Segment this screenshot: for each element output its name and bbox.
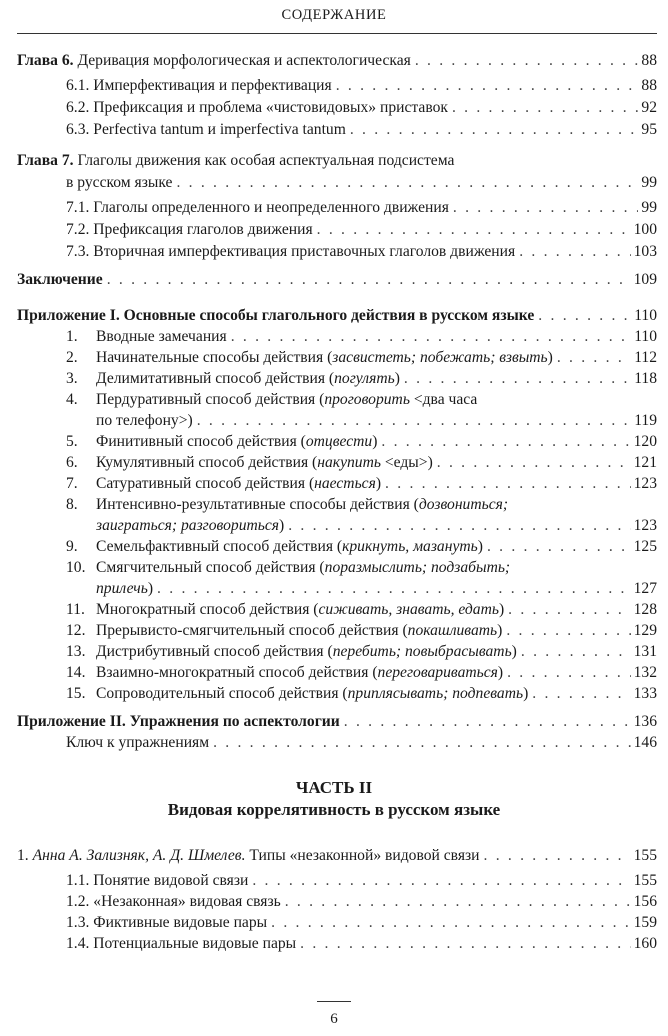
item-close: ) [279, 517, 285, 534]
item-example: дозвониться; [418, 496, 509, 513]
item-example: погулять [334, 370, 395, 387]
page-number: 159 [633, 914, 657, 931]
page-number: 118 [634, 370, 657, 387]
leader-dots [487, 536, 631, 558]
item-text-continued: по телефону>) [96, 412, 193, 429]
page-number: 160 [633, 935, 657, 952]
page-folio: 6 [330, 1011, 338, 1027]
page-number: 99 [641, 174, 657, 191]
item-text: Смягчительный способ действия ( [96, 559, 325, 576]
article-number: 1. [17, 847, 29, 864]
item-example: поразмыслить; подзабыть; [324, 559, 511, 576]
toc-entry-app1-item12[interactable] [66, 620, 657, 642]
leader-dots [344, 711, 631, 733]
item-example: сиживать, знавать, едать [318, 601, 499, 618]
toc-entry-1-3[interactable] [66, 912, 657, 934]
toc-entry-exercise-key[interactable] [66, 732, 657, 754]
item-close: <еды>) [380, 454, 433, 471]
page-number: 88 [641, 52, 657, 69]
section-title: 6.2. Префиксация и проблема «чистовидовых» приставок [66, 99, 448, 116]
section-title: 6.3. Perfectiva tantum и imperfectiva tantum [66, 121, 346, 138]
section-title: 1.2. «Незаконная» видовая связь [66, 893, 281, 910]
section-title: 7.1. Глаголы определенного и неопределенного движения [66, 199, 449, 216]
page-number: 155 [633, 872, 657, 889]
leader-dots [415, 50, 639, 72]
item-number: 6. [66, 454, 78, 471]
page-number: 132 [633, 664, 657, 681]
part-title: Видовая коррелятивность в русском языке [167, 800, 501, 819]
toc-entry-appendix2[interactable] [17, 711, 657, 733]
item-tail: <два часа [409, 391, 478, 408]
page-number: 120 [633, 433, 657, 450]
toc-entry-app1-item14[interactable] [66, 662, 657, 684]
leader-dots [252, 870, 630, 892]
section-title: 1.3. Фиктивные видовые пары [66, 914, 268, 931]
section-title: 7.3. Вторичная имперфективация приставочных глаголов движения [66, 243, 516, 260]
item-close: ) [547, 349, 553, 366]
item-close: ) [394, 370, 400, 387]
page-number: 103 [633, 243, 657, 260]
item-example: засвистеть; побежать; взвыть [332, 349, 548, 366]
toc-entry-6-3[interactable] [66, 119, 657, 141]
toc-entry-app1-item10-line2[interactable] [96, 578, 657, 600]
page-number: 92 [641, 99, 657, 116]
toc-entry-7-2[interactable] [66, 219, 657, 241]
toc-entry-chapter6[interactable] [17, 50, 657, 72]
toc-entry-app1-item6[interactable] [66, 452, 657, 474]
toc-entry-article1[interactable] [17, 845, 657, 867]
leader-dots [557, 347, 631, 369]
toc-entry-6-2[interactable] [66, 97, 657, 119]
item-text: Семельфактивный способ действия ( [96, 538, 343, 555]
page-number: 110 [634, 328, 657, 345]
item-number: 5. [66, 433, 78, 450]
leader-dots [336, 75, 639, 97]
leader-dots [532, 683, 630, 705]
item-example: переговариваться [377, 664, 498, 681]
item-text: Прерывисто-смягчительный способ действия ( [96, 622, 408, 639]
toc-entry-app1-item4-line2[interactable] [96, 410, 657, 432]
toc-entry-1-4[interactable] [66, 933, 657, 955]
item-close: ) [497, 664, 504, 681]
toc-entry-app1-item9[interactable] [66, 536, 657, 558]
page-number: 110 [634, 307, 657, 324]
leader-dots [288, 515, 630, 537]
page-number: 123 [633, 517, 657, 534]
item-example-continued: заиграться; разговориться [96, 517, 280, 534]
header-divider [17, 33, 657, 34]
leader-dots [519, 241, 630, 263]
item-close: ) [523, 685, 529, 702]
page-number: 131 [633, 643, 657, 660]
item-number: 11. [66, 601, 85, 618]
page-number: 133 [633, 685, 657, 702]
leader-dots [508, 599, 630, 621]
leader-dots [213, 732, 631, 754]
leader-dots [107, 269, 631, 291]
page-number: 100 [633, 221, 657, 238]
toc-entry-app1-item13[interactable] [66, 641, 657, 663]
appendix-title: Приложение I. Основные способы глагольного действия в русском языке [17, 307, 535, 324]
page-number: 155 [633, 847, 657, 864]
leader-dots [231, 326, 631, 348]
running-header: СОДЕРЖАНИЕ [281, 7, 387, 23]
page-number: 119 [634, 412, 657, 429]
chapter-title: Глаголы движения как особая аспектуальная подсистема [77, 152, 455, 169]
item-text: Сатуративный способ действия ( [96, 475, 315, 492]
item-text: Дистрибутивный способ действия ( [96, 643, 333, 660]
leader-dots [285, 891, 631, 913]
item-text: Взаимно-многократный способ действия ( [96, 664, 378, 681]
page-number: 127 [633, 580, 657, 597]
chapter-title: Деривация морфологическая и аспектологическая [77, 52, 411, 69]
item-text: Начинательные способы действия ( [96, 349, 333, 366]
leader-dots [300, 933, 630, 955]
item-number: 2. [66, 349, 78, 366]
item-close: ) [372, 433, 378, 450]
toc-entry-1-2[interactable] [66, 891, 657, 913]
item-number: 4. [66, 391, 78, 408]
item-text: Финитивный способ действия ( [96, 433, 306, 450]
toc-entry-1-1[interactable] [66, 870, 657, 892]
item-example: накупить [317, 454, 381, 471]
item-text: Пердуративный способ действия ( [96, 391, 325, 408]
part-label: ЧАСТЬ II [295, 778, 373, 797]
toc-entry-chapter7-line2[interactable] [66, 172, 657, 194]
leader-dots [317, 219, 631, 241]
item-number: 3. [66, 370, 78, 387]
article-authors: Анна А. Зализняк, А. Д. Шмелев. [32, 847, 246, 864]
toc-entry-app1-item7[interactable] [66, 473, 657, 495]
item-text: Вводные замечания [96, 328, 227, 345]
item-number: 7. [66, 475, 78, 492]
toc-entry-chapter7-line1[interactable] [17, 150, 454, 172]
toc-entry-appendix1[interactable] [17, 305, 657, 327]
toc-entry-app1-item2[interactable] [66, 347, 657, 369]
item-example: отцвести [305, 433, 373, 450]
leader-dots [507, 662, 631, 684]
section-title: 1.4. Потенциальные видовые пары [66, 935, 297, 952]
item-number: 15. [66, 685, 86, 702]
leader-dots [176, 172, 638, 194]
article-title: Типы «незаконной» видовой связи [249, 847, 480, 864]
page-number: 156 [633, 893, 657, 910]
leader-dots [452, 97, 638, 119]
leader-dots [484, 845, 631, 867]
item-text: Кумулятивный способ действия ( [96, 454, 318, 471]
item-example: крикнуть, мазануть [342, 538, 478, 555]
toc-entry-app1-item8-line2[interactable] [96, 515, 657, 537]
toc-entry-app1-item4-line1[interactable] [66, 389, 477, 411]
page-number: 128 [633, 601, 657, 618]
toc-entry-app1-item1[interactable] [66, 326, 657, 348]
leader-dots [506, 620, 630, 642]
chapter-label: Глава 6. [17, 52, 74, 69]
page-number: 95 [641, 121, 657, 138]
toc-entry-app1-item15[interactable] [66, 683, 657, 705]
item-close: ) [375, 475, 382, 492]
page-number: 121 [633, 454, 657, 471]
section-title: 1.1. Понятие видовой связи [66, 872, 249, 889]
toc-entry-app1-item10-line1[interactable] [66, 557, 510, 579]
item-text: Многократный способ действия ( [96, 601, 319, 618]
item-example: перебить; повыбрасывать [332, 643, 512, 660]
item-example: проговорить [324, 391, 410, 408]
appendix-title: Приложение II. Упражнения по аспектологии [17, 713, 340, 730]
item-number: 14. [66, 664, 86, 681]
leader-dots [538, 305, 631, 327]
item-example: покашливать [407, 622, 498, 639]
chapter-label: Глава 7. [17, 152, 74, 169]
page-number: 123 [633, 475, 657, 492]
leader-dots [385, 473, 631, 495]
item-number: 13. [66, 643, 86, 660]
item-number: 10. [66, 559, 86, 576]
section-title: 7.2. Префиксация глаголов движения [66, 221, 313, 238]
item-text: Сопроводительный способ действия ( [96, 685, 348, 702]
page-number: 136 [633, 713, 657, 730]
page-number: 109 [633, 271, 657, 288]
page-number: 129 [633, 622, 657, 639]
section-title: Заключение [17, 271, 103, 288]
item-number: 12. [66, 622, 86, 639]
toc-entry-app1-item11[interactable] [66, 599, 657, 621]
page-number: 112 [634, 349, 657, 366]
item-close: ) [497, 622, 503, 639]
toc-entry-7-1[interactable] [66, 197, 657, 219]
item-example-continued: прилечь [96, 580, 148, 597]
page-number: 99 [641, 199, 657, 216]
page-number: 146 [633, 734, 657, 751]
item-close: ) [147, 580, 154, 597]
item-text: Интенсивно-результативные способы действия ( [96, 496, 419, 513]
item-close: ) [511, 643, 517, 660]
chapter-title-continued: в русском языке [66, 174, 173, 191]
item-number: 1. [66, 328, 78, 345]
leader-dots [453, 197, 639, 219]
section-title: 6.1. Имперфективация и перфективация [66, 77, 332, 94]
page-number: 88 [641, 77, 657, 94]
leader-dots [157, 578, 631, 600]
item-number: 9. [66, 538, 78, 555]
toc-entry-app1-item5[interactable] [66, 431, 657, 453]
toc-entry-conclusion[interactable] [17, 269, 657, 291]
toc-entry-6-1[interactable] [66, 75, 657, 97]
leader-dots [404, 368, 631, 390]
leader-dots [437, 452, 631, 474]
leader-dots [197, 410, 631, 432]
item-close: ) [498, 601, 505, 618]
page-number: 125 [633, 538, 657, 555]
item-example: наесться [314, 475, 376, 492]
leader-dots [521, 641, 631, 663]
toc-entry-app1-item3[interactable] [66, 368, 657, 390]
item-number: 8. [66, 496, 78, 513]
item-example: приплясывать; подпевать [347, 685, 524, 702]
item-text: Делимитативный способ действия ( [96, 370, 335, 387]
section-title: Ключ к упражнениям [66, 734, 210, 751]
toc-entry-app1-item8-line1[interactable] [66, 494, 508, 516]
leader-dots [271, 912, 630, 934]
footer-divider [317, 1001, 351, 1002]
toc-entry-7-3[interactable] [66, 241, 657, 263]
leader-dots [381, 431, 630, 453]
item-close: ) [477, 538, 483, 555]
leader-dots [350, 119, 639, 141]
